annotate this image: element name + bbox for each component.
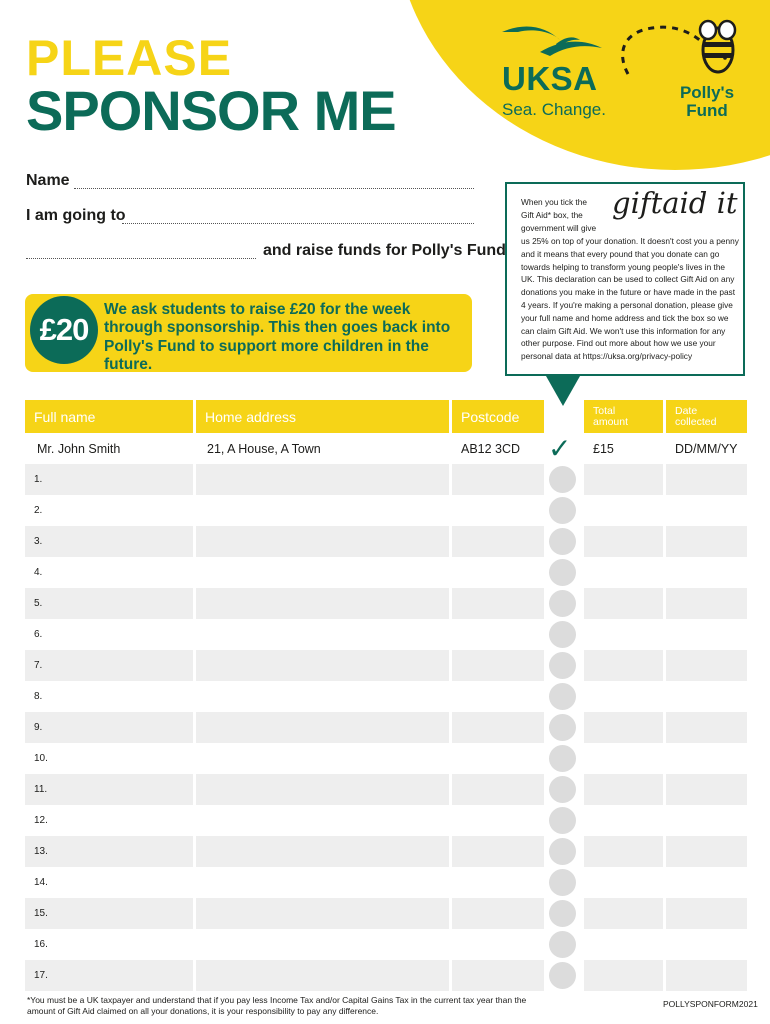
table-cell[interactable] [584, 464, 663, 495]
row-number: 17. [34, 970, 48, 981]
table-row [25, 898, 747, 929]
giftaid-tick-box[interactable] [549, 621, 576, 648]
table-cell[interactable] [584, 588, 663, 619]
table-cell[interactable] [584, 960, 663, 991]
table-cell[interactable] [452, 526, 544, 557]
table-cell[interactable] [25, 898, 193, 929]
table-cell[interactable] [25, 743, 193, 774]
table-cell[interactable] [452, 743, 544, 774]
column-header-postcode: Postcode [452, 400, 544, 433]
giftaid-logo: giftaid it [612, 186, 738, 220]
table-cell[interactable] [25, 836, 193, 867]
table-cell[interactable] [25, 495, 193, 526]
table-cell[interactable] [666, 898, 747, 929]
row-number: 16. [34, 939, 48, 950]
table-cell[interactable] [25, 557, 193, 588]
table-cell[interactable] [196, 743, 449, 774]
table-row [25, 557, 747, 588]
giftaid-intro: When you tick the Gift Aid* box, the government will give [521, 197, 597, 233]
table-cell[interactable] [452, 867, 544, 898]
row-number: 6. [34, 629, 43, 640]
table-cell[interactable] [25, 650, 193, 681]
table-cell[interactable] [584, 805, 663, 836]
table-cell[interactable] [25, 619, 193, 650]
example-postcode: AB12 3CD [461, 441, 521, 456]
table-cell[interactable] [584, 836, 663, 867]
table-row [25, 774, 747, 805]
table-cell[interactable] [196, 526, 449, 557]
table-cell[interactable] [584, 898, 663, 929]
table-row-example [25, 433, 747, 464]
table-row [25, 929, 747, 960]
giftaid-tick-box[interactable] [549, 528, 576, 555]
title-sponsor-me: SPONSOR ME [26, 79, 396, 142]
table-cell[interactable] [452, 929, 544, 960]
table-cell[interactable] [25, 681, 193, 712]
column-header-total-amount: Total amount [584, 400, 663, 433]
name-field[interactable] [74, 188, 474, 189]
form-code: POLLYSPONFORM2021 [663, 999, 758, 1009]
table-row [25, 495, 747, 526]
table-cell[interactable] [452, 960, 544, 991]
table-cell[interactable] [666, 495, 747, 526]
table-cell[interactable] [584, 774, 663, 805]
table-cell[interactable] [196, 619, 449, 650]
giftaid-tick-box[interactable] [549, 559, 576, 586]
table-cell[interactable] [666, 805, 747, 836]
giftaid-tick-box[interactable] [549, 807, 576, 834]
giftaid-tick-box[interactable] [549, 869, 576, 896]
giftaid-tick-box[interactable] [549, 590, 576, 617]
table-row [25, 960, 747, 991]
table-cell[interactable] [25, 867, 193, 898]
table-cell[interactable] [666, 619, 747, 650]
column-header-full-name: Full name [25, 400, 193, 433]
going-to-label: I am going to [26, 207, 126, 224]
row-number: 1. [34, 474, 43, 485]
table-cell[interactable] [25, 526, 193, 557]
going-to-field[interactable] [122, 223, 474, 224]
giftaid-tick-box[interactable] [549, 745, 576, 772]
table-cell[interactable] [196, 588, 449, 619]
table-cell[interactable] [584, 495, 663, 526]
table-cell[interactable] [666, 464, 747, 495]
giftaid-footnote: *You must be a UK taxpayer and understand that if you pay less Income Tax and/or Capital Gains Tax in the current tax year than the amount of Gift Aid claimed on all your donations, it is your responsibility to pay any difference. [27, 995, 527, 1016]
table-cell[interactable] [666, 588, 747, 619]
table-row [25, 867, 747, 898]
table-cell[interactable] [196, 712, 449, 743]
table-cell[interactable] [196, 898, 449, 929]
table-cell[interactable] [452, 836, 544, 867]
table-row [25, 712, 747, 743]
row-number: 2. [34, 505, 43, 516]
giftaid-tick-box[interactable] [549, 652, 576, 679]
table-cell[interactable] [452, 464, 544, 495]
table-cell[interactable] [452, 650, 544, 681]
table-cell[interactable] [196, 464, 449, 495]
giftaid-tick-box[interactable] [549, 962, 576, 989]
table-cell[interactable] [25, 960, 193, 991]
example-total-amount: £15 [593, 441, 614, 456]
row-number: 3. [34, 536, 43, 547]
table-cell[interactable] [666, 650, 747, 681]
table-cell[interactable] [666, 867, 747, 898]
row-number: 12. [34, 815, 48, 826]
pollys-fund-wordmark: Polly's Fund [679, 83, 735, 120]
giftaid-tick-box[interactable] [549, 497, 576, 524]
table-cell[interactable] [452, 619, 544, 650]
bird-swoosh-icon [500, 22, 605, 64]
activity-field[interactable] [26, 258, 256, 259]
table-cell[interactable] [196, 805, 449, 836]
table-row [25, 526, 747, 557]
example-home-address: 21, A House, A Town [207, 441, 321, 456]
check-mark-icon: ✓ [548, 433, 572, 464]
table-cell[interactable] [584, 557, 663, 588]
table-row [25, 836, 747, 867]
ask-amount-badge: £20 [30, 296, 98, 364]
giftaid-tick-box[interactable] [549, 931, 576, 958]
row-number: 5. [34, 598, 43, 609]
table-cell[interactable] [452, 805, 544, 836]
table-row [25, 805, 747, 836]
example-date-collected: DD/MM/YY [675, 441, 738, 456]
pollys-fund-logo [610, 12, 750, 142]
giftaid-body: us 25% on top of your donation. It doesn't cost you a penny and it means that every pound that you donate can go towards helping to transform young people's lives in the UK. This declaration can be used to collect Gift Aid on any donations you make in the future or have made in the past 4 years. If you're making a personal donation, please give your full name and home address and tick the box so we can claim Gift Aid. We won't use this information for any other purpose. Find out more about how we use your personal data at https://uksa.org/privacy-policy [521, 236, 739, 362]
giftaid-tick-box[interactable] [549, 776, 576, 803]
column-header-home-address: Home address [196, 400, 449, 433]
table-cell[interactable] [452, 898, 544, 929]
table-cell[interactable] [666, 836, 747, 867]
giftaid-tick-box[interactable] [549, 838, 576, 865]
table-cell[interactable] [452, 557, 544, 588]
ask-text: We ask students to raise £20 for the week through sponsorship. This then goes back into Polly's Fund to support more children in the future. [104, 301, 451, 373]
giftaid-tick-box[interactable] [549, 683, 576, 710]
row-number: 10. [34, 753, 48, 764]
table-cell[interactable] [25, 712, 193, 743]
table-cell[interactable] [666, 743, 747, 774]
row-number: 13. [34, 846, 48, 857]
table-cell[interactable] [584, 526, 663, 557]
table-cell[interactable] [584, 867, 663, 898]
table-cell[interactable] [196, 557, 449, 588]
row-number: 4. [34, 567, 43, 578]
column-header-date-collected: Date collected [666, 400, 747, 433]
table-cell[interactable] [196, 836, 449, 867]
table-cell[interactable] [196, 774, 449, 805]
table-row [25, 650, 747, 681]
table-cell[interactable] [666, 929, 747, 960]
table-row [25, 681, 747, 712]
table-cell[interactable] [666, 774, 747, 805]
uksa-wordmark: UKSA [502, 60, 598, 97]
table-cell[interactable] [196, 650, 449, 681]
table-row [25, 464, 747, 495]
table-row [25, 588, 747, 619]
table-cell[interactable] [666, 712, 747, 743]
row-number: 7. [34, 660, 43, 671]
table-cell[interactable] [196, 960, 449, 991]
table-cell[interactable] [584, 929, 663, 960]
row-number: 14. [34, 877, 48, 888]
bee-icon [610, 12, 750, 92]
table-cell[interactable] [25, 929, 193, 960]
table-cell[interactable] [452, 588, 544, 619]
row-number: 8. [34, 691, 43, 702]
title-please: PLEASE [26, 30, 233, 86]
table-cell[interactable] [452, 774, 544, 805]
table-cell[interactable] [25, 464, 193, 495]
table-cell[interactable] [452, 712, 544, 743]
table-cell[interactable] [584, 619, 663, 650]
table-cell[interactable] [584, 650, 663, 681]
table-cell[interactable] [584, 681, 663, 712]
table-cell[interactable] [666, 526, 747, 557]
table-cell[interactable] [452, 681, 544, 712]
giftaid-tick-box[interactable] [549, 466, 576, 493]
table-cell[interactable] [452, 495, 544, 526]
table-cell[interactable] [196, 681, 449, 712]
table-row [25, 619, 747, 650]
table-cell[interactable] [666, 681, 747, 712]
uksa-tagline: Sea. Change. [502, 100, 606, 119]
row-number: 15. [34, 908, 48, 919]
table-cell[interactable] [666, 557, 747, 588]
table-cell[interactable] [584, 712, 663, 743]
table-cell[interactable] [25, 588, 193, 619]
name-label: Name [26, 172, 70, 189]
table-cell[interactable] [196, 495, 449, 526]
table-cell[interactable] [196, 929, 449, 960]
table-cell[interactable] [666, 960, 747, 991]
table-row [25, 743, 747, 774]
table-cell[interactable] [584, 743, 663, 774]
raise-funds-label: and raise funds for Polly's Fund [263, 242, 506, 259]
giftaid-tick-box[interactable] [549, 714, 576, 741]
table-cell[interactable] [196, 867, 449, 898]
example-full-name: Mr. John Smith [37, 441, 121, 456]
table-cell[interactable] [25, 774, 193, 805]
table-cell[interactable] [25, 805, 193, 836]
giftaid-tick-box[interactable] [549, 900, 576, 927]
row-number: 9. [34, 722, 43, 733]
row-number: 11. [34, 784, 48, 795]
giftaid-pointer-arrow [546, 376, 580, 406]
